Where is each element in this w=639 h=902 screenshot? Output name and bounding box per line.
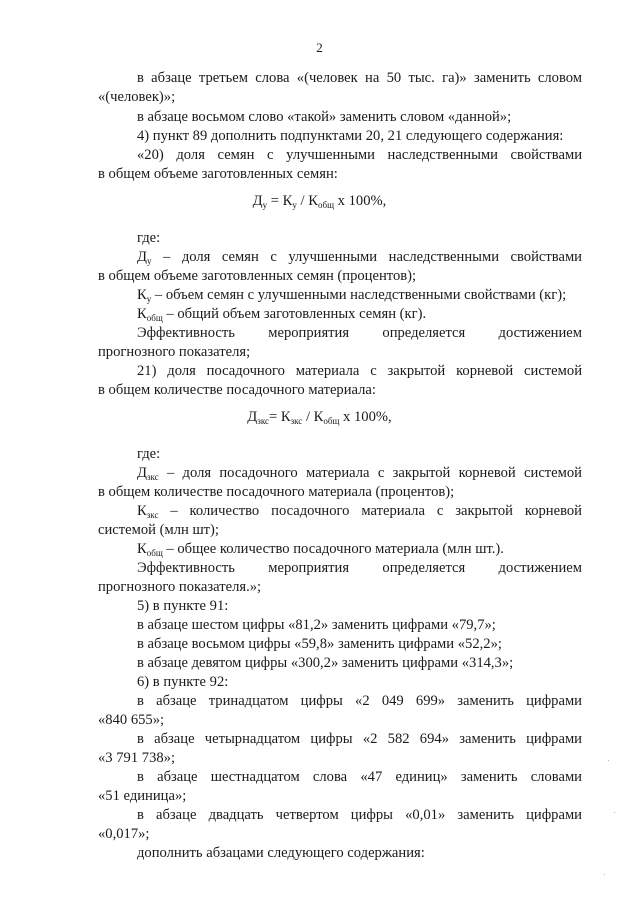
formula-subscript: общ — [146, 548, 163, 558]
scan-speck — [614, 812, 615, 813]
paragraph-line: 5) в пункте 91: — [137, 598, 229, 614]
paragraph-line: 6) в пункте 92: — [137, 674, 229, 690]
definition-text: – общий объем заготовленных семян (кг). — [162, 306, 427, 322]
formula-symbol: Д — [137, 249, 147, 265]
paragraph-line: системой (млн шт); — [98, 522, 219, 538]
formula-seed-share — [0, 193, 639, 210]
paragraph-line: в общем объеме заготовленных семян (процентов); — [98, 268, 417, 284]
formula-symbol: К — [137, 503, 147, 519]
formula-closed-root-share — [0, 409, 639, 426]
page-number: 2 — [316, 40, 323, 55]
paragraph-line: «3 791 738»; — [98, 750, 176, 766]
paragraph-line: «(человек)»; — [98, 89, 176, 105]
scan-speck — [604, 874, 605, 875]
formula-symbol: Д — [252, 193, 263, 209]
formula-symbol: К — [137, 306, 147, 322]
paragraph-line: 21) доля посадочного материала с закрытой корневой системой — [137, 363, 582, 379]
paragraph-line: в абзаце двадцать четвертом цифры «0,01» заменить цифрами — [137, 807, 582, 823]
paragraph-line: Эффективность мероприятия определяется достижением — [137, 325, 582, 341]
formula-operator: х 100%, — [334, 193, 387, 209]
paragraph-line: в абзаце тринадцатом цифры «2 049 699» заменить цифрами — [137, 693, 582, 709]
formula-operator: = — [267, 193, 283, 209]
paragraph-line: в абзаце восьмом слово «такой» заменить словом «данной»; — [137, 109, 512, 125]
paragraph-line: в абзаце девятом цифры «300,2» заменить цифрами «314,3»; — [137, 655, 514, 671]
paragraph-line: «51 единица»; — [98, 788, 187, 804]
definition-text: – общее количество посадочного материала (млн шт.). — [162, 541, 504, 557]
formula-symbol: К — [137, 541, 147, 557]
formula-subscript: зкс — [290, 416, 303, 426]
formula-subscript: у — [262, 200, 268, 210]
paragraph-line: «840 655»; — [98, 712, 165, 728]
formula-subscript: у — [146, 294, 152, 304]
formula-symbol: Д — [247, 409, 258, 425]
formula-subscript: зкс — [146, 510, 159, 520]
formula-symbol: К — [313, 409, 324, 425]
definition-line — [137, 540, 582, 558]
paragraph-line: в общем количестве посадочного материала (процентов); — [98, 484, 455, 500]
paragraph-line: прогнозного показателя.»; — [98, 579, 262, 595]
paragraph-line: в абзаце восьмом цифры «59,8» заменить цифрами «52,2»; — [137, 636, 502, 652]
definition-text: – доля посадочного материала с закрытой корневой системой — [158, 465, 582, 481]
definition-line — [137, 286, 582, 304]
scan-speck — [608, 760, 609, 761]
formula-subscript: общ — [323, 416, 340, 426]
paragraph-line: в общем объеме заготовленных семян: — [98, 166, 338, 182]
formula-operator: х 100%, — [339, 409, 392, 425]
formula-subscript: у — [146, 256, 152, 266]
formula-subscript: зкс — [146, 472, 159, 482]
formula-subscript: общ — [318, 200, 335, 210]
definition-line — [137, 502, 582, 520]
paragraph-line: дополнить абзацами следующего содержания: — [137, 845, 425, 861]
paragraph-line: где: — [137, 230, 161, 246]
formula-symbol: К — [308, 193, 318, 209]
formula-operator: / — [302, 409, 314, 425]
paragraph-line: «20) доля семян с улучшенными наследственными свойствами — [137, 147, 582, 163]
formula-operator: = — [268, 409, 281, 425]
formula-subscript: зкс — [257, 416, 269, 426]
definition-text: – объем семян с улучшенными наследственными свойствами (кг); — [151, 287, 567, 303]
paragraph-line: в абзаце третьем слова «(человек на 50 тыс. га)» заменить словом — [137, 70, 582, 86]
formula-symbol: К — [280, 409, 291, 425]
definition-text: – доля семян с улучшенными наследственными свойствами — [151, 249, 582, 265]
formula-operator: / — [296, 193, 309, 209]
paragraph-line: в абзаце шестом цифры «81,2» заменить цифрами «79,7»; — [137, 617, 496, 633]
formula-symbol: К — [282, 193, 293, 209]
definition-text: – количество посадочного материала с закрытой корневой — [158, 503, 582, 519]
paragraph-line: Эффективность мероприятия определяется достижением — [137, 560, 582, 576]
paragraph-line: «0,017»; — [98, 826, 150, 842]
formula-symbol: К — [137, 287, 147, 303]
paragraph-line: в общем количестве посадочного материала: — [98, 382, 376, 398]
definition-line — [137, 305, 582, 323]
formula-symbol: Д — [137, 465, 147, 481]
paragraph-line: в абзаце четырнадцатом цифры «2 582 694» заменить цифрами — [137, 731, 582, 747]
paragraph-line: где: — [137, 446, 161, 462]
formula-subscript: у — [292, 200, 297, 210]
paragraph-line: в абзаце шестнадцатом слова «47 единиц» заменить словами — [137, 769, 582, 785]
formula-subscript: общ — [146, 313, 163, 323]
paragraph-line: прогнозного показателя; — [98, 344, 251, 360]
paragraph-line: 4) пункт 89 дополнить подпунктами 20, 21 следующего содержания: — [137, 128, 564, 144]
definition-line — [137, 464, 582, 482]
definition-line — [137, 248, 582, 266]
